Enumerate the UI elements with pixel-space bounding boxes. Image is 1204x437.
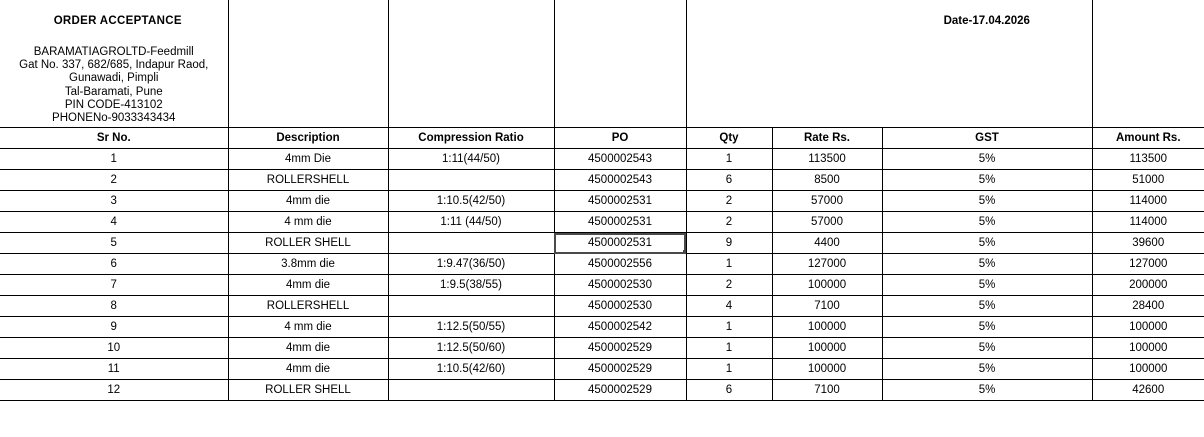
page-title: ORDER ACCEPTANCE: [53, 15, 182, 28]
cell-sr-no[interactable]: 4: [0, 212, 228, 233]
address-spacer-3: [554, 44, 686, 128]
cell-po[interactable]: 4500002531: [554, 191, 686, 212]
column-header-gst: GST: [882, 128, 1092, 149]
cell-po[interactable]: 4500002529: [554, 359, 686, 380]
title-spacer-4: [686, 0, 772, 44]
cell-qty[interactable]: 1: [686, 149, 772, 170]
cell-sr-no[interactable]: 8: [0, 296, 228, 317]
table-row[interactable]: [0, 191, 1204, 212]
cell-gst[interactable]: 5%: [882, 359, 1092, 380]
cell-amount[interactable]: 28400: [1092, 296, 1204, 317]
cell-gst[interactable]: 5%: [882, 212, 1092, 233]
cell-rate[interactable]: 7100: [772, 296, 882, 317]
cell-amount[interactable]: 113500: [1092, 149, 1204, 170]
title-spacer-1: [228, 0, 388, 44]
table-row[interactable]: [0, 212, 1204, 233]
title-spacer-5: [772, 0, 882, 44]
cell-po[interactable]: 4500002543: [554, 149, 686, 170]
address-spacer-5: [772, 44, 882, 128]
address-line-2: Gat No. 337, 682/685, Indapur Raod,: [19, 59, 209, 72]
cell-gst[interactable]: 5%: [882, 149, 1092, 170]
table-row[interactable]: [0, 380, 1204, 401]
cell-qty[interactable]: 2: [686, 275, 772, 296]
cell-description[interactable]: 4 mm die: [228, 317, 388, 338]
cell-rate[interactable]: 7100: [772, 380, 882, 401]
cell-amount[interactable]: 114000: [1092, 191, 1204, 212]
cell-po[interactable]: 4500002542: [554, 317, 686, 338]
title-spacer-6: [1092, 0, 1204, 44]
title-spacer-2: [388, 0, 554, 44]
cell-amount[interactable]: 39600: [1092, 233, 1204, 254]
address-spacer-2: [388, 44, 554, 128]
cell-compression-ratio[interactable]: 1:10.5(42/60): [388, 359, 554, 380]
cell-gst[interactable]: 5%: [882, 380, 1092, 401]
cell-qty[interactable]: 1: [686, 254, 772, 275]
cell-rate[interactable]: 8500: [772, 170, 882, 191]
cell-qty[interactable]: 2: [686, 191, 772, 212]
cell-description[interactable]: 4mm die: [228, 275, 388, 296]
table-row[interactable]: [0, 317, 1204, 338]
table-row[interactable]: [0, 338, 1204, 359]
table-row[interactable]: [0, 170, 1204, 191]
cell-qty[interactable]: 1: [686, 338, 772, 359]
cell-sr-no[interactable]: 12: [0, 380, 228, 401]
cell-sr-no[interactable]: 7: [0, 275, 228, 296]
cell-description[interactable]: 4mm die: [228, 338, 388, 359]
cell-sr-no[interactable]: 2: [0, 170, 228, 191]
cell-sr-no[interactable]: 5: [0, 233, 228, 254]
cell-amount[interactable]: 100000: [1092, 317, 1204, 338]
column-header-sr-no: Sr No.: [0, 128, 228, 149]
table-row[interactable]: [0, 233, 1204, 254]
cell-amount[interactable]: 42600: [1092, 380, 1204, 401]
cell-description[interactable]: 3.8mm die: [228, 254, 388, 275]
cell-description[interactable]: ROLLER SHELL: [228, 233, 388, 254]
table-header-row: [0, 128, 1204, 149]
cell-sr-no[interactable]: 6: [0, 254, 228, 275]
cell-amount[interactable]: 127000: [1092, 254, 1204, 275]
cell-gst[interactable]: 5%: [882, 254, 1092, 275]
cell-gst[interactable]: 5%: [882, 296, 1092, 317]
cell-qty[interactable]: 6: [686, 170, 772, 191]
cell-sr-no[interactable]: 11: [0, 359, 228, 380]
cell-sr-no[interactable]: 3: [0, 191, 228, 212]
cell-po[interactable]: 4500002556: [554, 254, 686, 275]
column-header-qty: Qty: [686, 128, 772, 149]
address-line-3: Gunawadi, Pimpli: [69, 72, 159, 85]
column-header-description: Description: [228, 128, 388, 149]
cell-compression-ratio[interactable]: [388, 233, 554, 254]
column-header-po: PO: [554, 128, 686, 149]
cell-po-selected[interactable]: 4500002531: [554, 233, 686, 254]
cell-compression-ratio[interactable]: 1:10.5(42/50): [388, 191, 554, 212]
cell-rate[interactable]: 57000: [772, 191, 882, 212]
document-date: Date-17.04.2026: [943, 15, 1030, 28]
table-row[interactable]: [0, 359, 1204, 380]
column-header-amount: Amount Rs.: [1092, 128, 1204, 149]
cell-rate[interactable]: 57000: [772, 212, 882, 233]
cell-amount[interactable]: 114000: [1092, 212, 1204, 233]
cell-rate[interactable]: 100000: [772, 359, 882, 380]
cell-amount[interactable]: 200000: [1092, 275, 1204, 296]
table-row[interactable]: [0, 296, 1204, 317]
cell-description[interactable]: 4mm die: [228, 191, 388, 212]
column-header-compression-ratio: Compression Ratio: [388, 128, 554, 149]
cell-amount[interactable]: 51000: [1092, 170, 1204, 191]
cell-sr-no[interactable]: 10: [0, 338, 228, 359]
cell-qty[interactable]: 2: [686, 212, 772, 233]
title-row: [0, 0, 1204, 44]
cell-rate[interactable]: 100000: [772, 338, 882, 359]
table-row[interactable]: [0, 149, 1204, 170]
cell-amount[interactable]: 100000: [1092, 338, 1204, 359]
cell-gst[interactable]: 5%: [882, 170, 1092, 191]
cell-compression-ratio[interactable]: [388, 296, 554, 317]
cell-po[interactable]: 4500002529: [554, 338, 686, 359]
cell-rate[interactable]: 127000: [772, 254, 882, 275]
column-header-rate: Rate Rs.: [772, 128, 882, 149]
cell-po[interactable]: 4500002530: [554, 296, 686, 317]
cell-gst[interactable]: 5%: [882, 317, 1092, 338]
cell-compression-ratio[interactable]: 1:9.5(38/55): [388, 275, 554, 296]
table-row[interactable]: [0, 275, 1204, 296]
table-row[interactable]: [0, 254, 1204, 275]
address-row: [0, 44, 1204, 128]
address-line-6: PHONENo-9033343434: [52, 112, 176, 125]
cell-compression-ratio[interactable]: [388, 170, 554, 191]
cell-gst[interactable]: 5%: [882, 233, 1092, 254]
cell-rate[interactable]: 100000: [772, 317, 882, 338]
cell-description[interactable]: ROLLERSHELL: [228, 296, 388, 317]
cell-qty[interactable]: 1: [686, 359, 772, 380]
cell-gst[interactable]: 5%: [882, 338, 1092, 359]
cell-po[interactable]: 4500002529: [554, 380, 686, 401]
cell-gst[interactable]: 5%: [882, 275, 1092, 296]
address-line-4: Tal-Baramati, Pune: [64, 85, 163, 98]
cell-description[interactable]: 4mm Die: [228, 149, 388, 170]
cell-compression-ratio[interactable]: 1:11 (44/50): [388, 212, 554, 233]
cell-qty[interactable]: 9: [686, 233, 772, 254]
cell-qty[interactable]: 1: [686, 317, 772, 338]
cell-qty[interactable]: 4: [686, 296, 772, 317]
address-spacer-1: [228, 44, 388, 128]
cell-compression-ratio[interactable]: 1:12.5(50/60): [388, 338, 554, 359]
cell-compression-ratio[interactable]: 1:11(44/50): [388, 149, 554, 170]
cell-compression-ratio[interactable]: 1:12.5(50/55): [388, 317, 554, 338]
cell-amount[interactable]: 100000: [1092, 359, 1204, 380]
cell-gst[interactable]: 5%: [882, 191, 1092, 212]
cell-rate[interactable]: 4400: [772, 233, 882, 254]
address-spacer-6: [882, 44, 1092, 128]
cell-po[interactable]: 4500002530: [554, 275, 686, 296]
cell-description[interactable]: ROLLERSHELL: [228, 170, 388, 191]
cell-compression-ratio[interactable]: [388, 380, 554, 401]
address-spacer-7: [1092, 44, 1204, 128]
cell-sr-no[interactable]: 1: [0, 149, 228, 170]
address-line-5: PIN CODE-413102: [64, 98, 163, 111]
title-spacer-3: [554, 0, 686, 44]
cell-po[interactable]: 4500002531: [554, 212, 686, 233]
cell-po[interactable]: 4500002543: [554, 170, 686, 191]
cell-description[interactable]: 4mm die: [228, 359, 388, 380]
cell-description[interactable]: 4 mm die: [228, 212, 388, 233]
cell-sr-no[interactable]: 9: [0, 317, 228, 338]
cell-qty[interactable]: 6: [686, 380, 772, 401]
cell-compression-ratio[interactable]: 1:9.47(36/50): [388, 254, 554, 275]
address-spacer-4: [686, 44, 772, 128]
cell-rate[interactable]: 100000: [772, 275, 882, 296]
cell-description[interactable]: ROLLER SHELL: [228, 380, 388, 401]
company-address: [0, 44, 228, 128]
address-line-1: BARAMATIAGROLTD-Feedmill: [33, 46, 194, 58]
cell-rate[interactable]: 113500: [772, 149, 882, 170]
